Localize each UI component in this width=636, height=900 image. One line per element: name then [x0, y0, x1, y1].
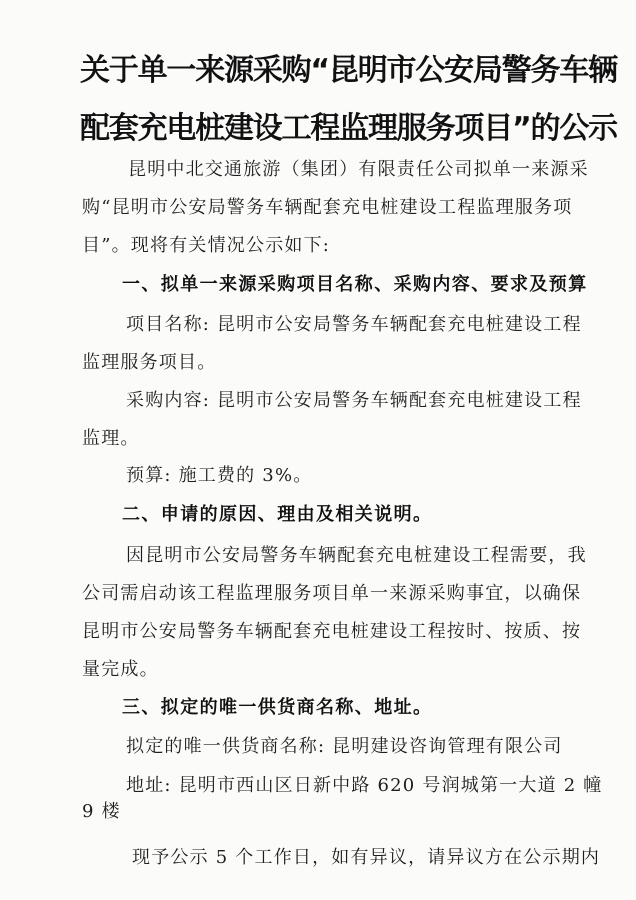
reason-line-4: 量完成。	[82, 659, 159, 680]
address-line-2: 9 楼	[82, 801, 121, 822]
reason-line-2: 公司需启动该工程监理服务项目单一来源采购事宜，以确保	[82, 583, 582, 604]
title-line-2: 配套充电桩建设工程监理服务项目”的公示	[80, 111, 617, 146]
section-1-heading: 一、拟单一来源采购项目名称、采购内容、要求及预算	[122, 274, 588, 295]
section-3-heading: 三、拟定的唯一供货商名称、地址。	[122, 697, 433, 718]
address-line-1: 地址: 昆明市西山区日新中路 620 号润城第一大道 2 幢	[126, 775, 603, 796]
reason-line-1: 因昆明市公安局警务车辆配套充电桩建设工程需要，我	[126, 545, 587, 566]
intro-line-1: 昆明中北交通旅游（集团）有限责任公司拟单一来源采	[128, 159, 589, 180]
budget-line: 预算: 施工费的 3%。	[126, 465, 313, 486]
reason-line-3: 昆明市公安局警务车辆配套充电桩建设工程按时、按质、按	[82, 621, 582, 642]
intro-line-2: 购“昆明市公安局警务车辆配套充电桩建设工程监理服务项	[82, 197, 573, 218]
title-line-1: 关于单一来源采购“昆明市公安局警务车辆	[80, 53, 617, 88]
project-name-line-1: 项目名称: 昆明市公安局警务车辆配套充电桩建设工程	[126, 314, 582, 335]
notice-line-1: 现予公示 5 个工作日，如有异议，请异议方在公示期内	[132, 847, 601, 868]
intro-line-3: 目”。现将有关情况公示如下:	[82, 235, 331, 256]
project-name-line-2: 监理服务项目。	[82, 352, 217, 373]
content-line-1: 采购内容: 昆明市公安局警务车辆配套充电桩建设工程	[126, 390, 582, 411]
section-2-heading: 二、申请的原因、理由及相关说明。	[122, 504, 433, 525]
supplier-line: 拟定的唯一供货商名称: 昆明建设咨询管理有限公司	[126, 736, 563, 757]
content-line-2: 监理。	[82, 428, 140, 449]
